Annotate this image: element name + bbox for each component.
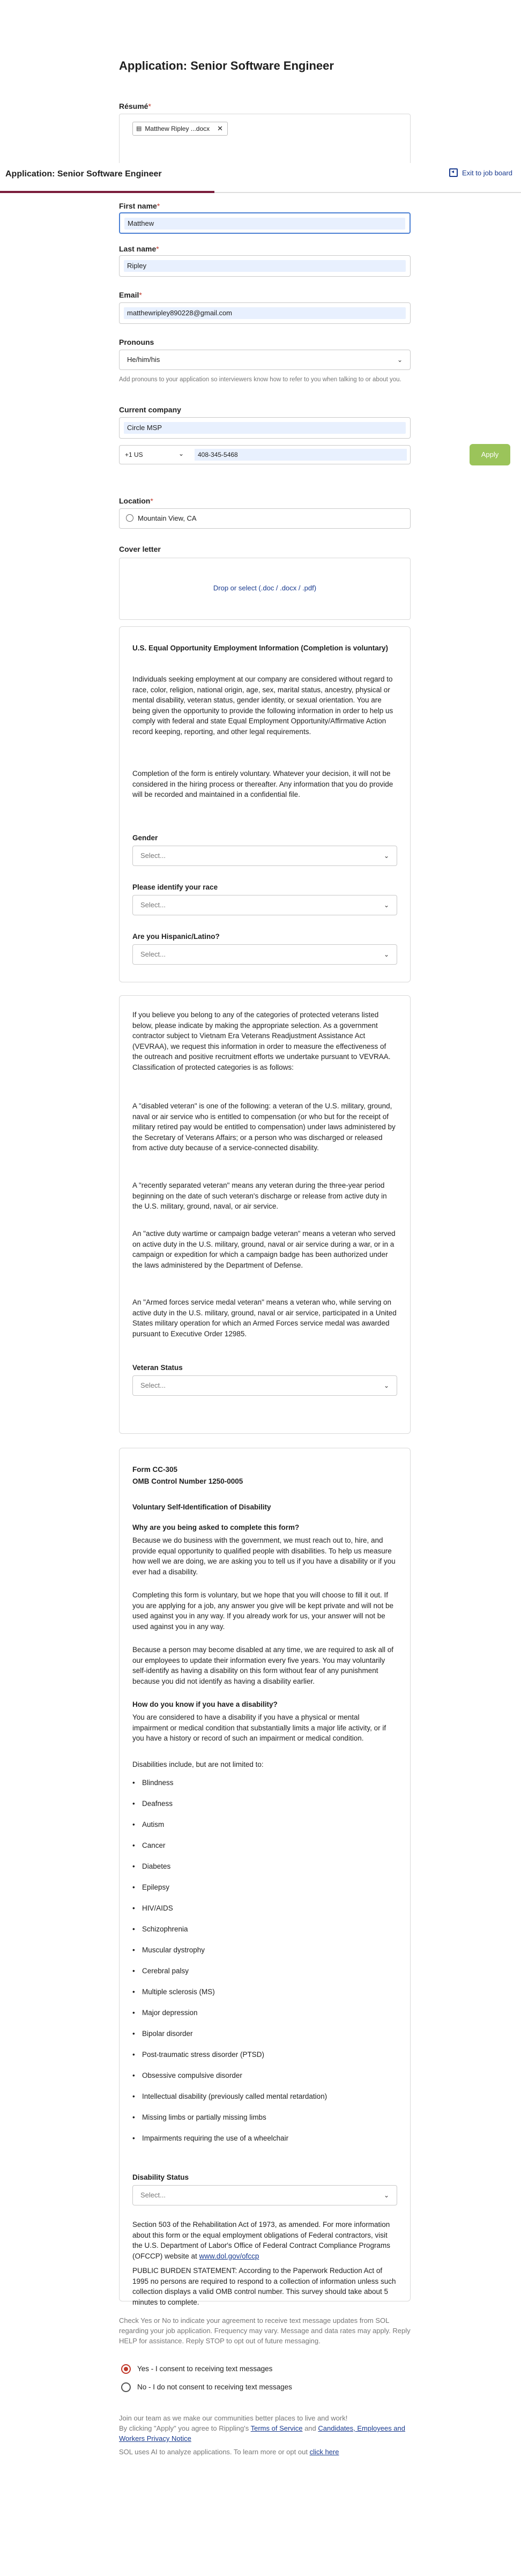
disability-list-item-label: Schizophrenia [142,1925,188,1933]
form-number: Form CC-305 [132,1465,178,1474]
pronouns-label: Pronouns [119,338,154,346]
disability-question-1: Why are you being asked to complete this form? [132,1523,300,1531]
disability-list-item-label: Blindness [142,1779,174,1787]
veteran-status-label: Veteran Status [132,1364,183,1372]
disability-list-item-label: Intellectual disability (previously called mental retardation) [142,2092,328,2100]
race-select[interactable]: Select... ⌄ [132,895,397,915]
disability-list-item-label: Diabetes [142,1862,171,1870]
location-label: Location* [119,497,153,505]
disability-title: Voluntary Self-Identification of Disability [132,1503,271,1511]
email-input[interactable]: matthewripley890228@gmail.com [119,302,411,324]
privacy-notice-link[interactable]: Candidates, Employees and Workers Privacy Notice [119,2424,405,2442]
disability-paragraph-3: Because a person may become disabled at any time, we are required to ask all of our employees to update their information every five years. You may voluntarily self-identify as having a disability on this form without fear of any punishment because you did not identify as having a disability earlier. [132,1646,394,1685]
phone-country-select[interactable]: +1 US [125,451,143,458]
footer [119,2413,411,2457]
page-title: Application: Senior Software Engineer [119,59,334,72]
disability-status-select[interactable]: Select... ⌄ [132,2185,397,2205]
disability-list-item-label: Multiple sclerosis (MS) [142,1988,215,1996]
exit-icon: ◂ [449,168,458,177]
chevron-down-icon: ⌄ [383,1382,389,1389]
ofccp-link[interactable]: www.dol.gov/ofccp [199,2252,259,2260]
phone-field[interactable] [119,445,411,464]
disability-list-item-label: Muscular dystrophy [142,1946,205,1954]
chevron-down-icon: ⌄ [178,450,184,457]
opt-out-link[interactable]: click here [309,2448,339,2456]
veteran-paragraph-3: A "recently separated veteran" means any veteran during the three-year period beginning on the date of such veteran's discharge or release from active duty in the U.S. military, ground, naval, or air service. [132,1181,387,1210]
veteran-paragraph-5: An "Armed forces service medal veteran" means a veteran who, while serving on active duty in the U.S. military, ground, naval or air service, participated in a United States military operation for which an Armed Forces service medal was awarded pursuant to Executive Order 12985. [132,1298,397,1338]
disability-list-item-label: Cancer [142,1841,166,1849]
footer-line-2: By clicking "Apply" you agree to Rippling's Terms of Service and Candidates, Employees and Workers Privacy Notice [119,2424,405,2442]
veteran-panel [119,995,411,1434]
disability-question-2: How do you know if you have a disability? [132,1700,278,1708]
sticky-header [0,163,521,193]
eeo-panel [119,626,411,982]
cover-letter-label: Cover letter [119,545,161,553]
chevron-down-icon: ⌄ [383,2192,389,2199]
last-name-input[interactable]: Ripley [119,255,411,277]
disability-list-item-label: Post-traumatic stress disorder (PTSD) [142,2051,265,2059]
disability-list-item-label: HIV/AIDS [142,1904,173,1912]
veteran-paragraph-4: An "active duty wartime or campaign badge veteran" means a veteran who served on active duty in the U.S. military, ground, naval or air service during a war, or in a campaign or expedition for which a campaign badge has been authorized under the laws administered by the Department of Defense. [132,1230,396,1269]
gender-label: Gender [132,834,158,842]
resume-label: Résumé* [119,102,151,110]
search-icon [126,514,133,522]
phone-input[interactable]: 408-345-5468 [195,449,407,461]
veteran-paragraph-1: If you believe you belong to any of the categories of protected veterans listed below, please indicate by making the appropriate selection. As a government contractor subject to Vietnam Era Veterans Readjustment Assistance Act (VEVRAA), we request this information in order to measure the effectiveness of the outreach and positive recruitment efforts we undertake pursuant to VEVRAA. Classification of protected categories is as follows: [132,1011,391,1071]
disability-list-item-label: Epilepsy [142,1883,170,1891]
disability-list-item-label: Major depression [142,2009,198,2017]
disability-list-item-label: Impairments requiring the use of a wheelchair [142,2134,289,2142]
current-company-label: Current company [119,405,181,414]
footer-line-1: Join our team as we make our communities better places to live and work! [119,2414,348,2422]
disability-paragraph-4: You are considered to have a disability if you have a physical or mental impairment or medical condition that substantially limits a major life activity, or if you have a history or record of such an impairment or medical condition. [132,1713,386,1742]
disability-paragraph-2: Completing this form is voluntary, but we hope that you will choose to fill it out. If you are applying for a job, any answer you give will be kept private and will not be used against you in any way. If you already work for us, your answer will not be used against you in any way. [132,1591,394,1631]
gender-select[interactable]: Select... ⌄ [132,846,397,866]
disability-list-item-label: Missing limbs or partially missing limbs [142,2113,266,2121]
radio-unselected[interactable] [121,2382,131,2392]
radio-selected[interactable] [121,2364,131,2374]
current-company-input[interactable]: Circle MSP [119,417,411,439]
apply-button[interactable]: Apply [470,444,510,465]
sms-no-option[interactable]: No - I do not consent to receiving text messages [119,2381,411,2395]
pronouns-select[interactable]: He/him/his ⌄ [119,350,411,370]
file-icon: ▤ [136,125,142,132]
sms-consent-text: Check Yes or No to indicate your agreement to receive text message updates from SOL regarding your job application. Frequency may vary. Message and data rates may apply. Reply HELP for assistance. Reply STOP to opt out of future messaging. [119,2316,411,2345]
veteran-paragraph-2: A "disabled veteran" is one of the following: a veteran of the U.S. military, ground, naval or air service who is entitled to compensation (or who but for the receipt of military retired pay would be entitled to compensation) under laws administered by the Secretary of Veterans Affairs; or a person who was discharged or released from active duty because of a service-connected disability. [132,1102,396,1152]
eeo-paragraph-1: Individuals seeking employment at our company are considered without regard to race, color, religion, national origin, age, sex, marital status, ancestry, physical or mental disability, veteran status, gender identity, or sexual orientation. You are being given the opportunity to provide the following information in order to help us comply with federal and state Equal Employment Opportunity/Affirmative Action record keeping, reporting, and other legal requirements. [132,675,393,736]
hispanic-select[interactable]: Select... ⌄ [132,944,397,965]
veteran-status-select[interactable]: Select... ⌄ [132,1375,397,1396]
first-name-label: First name* [119,202,160,210]
email-label: Email* [119,291,142,299]
chevron-down-icon: ⌄ [397,356,403,364]
last-name-label: Last name* [119,245,159,253]
disability-list-item-label: Autism [142,1820,165,1829]
eeo-title: U.S. Equal Opportunity Employment Information (Completion is voluntary) [132,644,389,652]
burden-statement: PUBLIC BURDEN STATEMENT: According to the Paperwork Reduction Act of 1995 no persons are required to respond to a collection of information unless such collection displays a valid OMB control number. This survey should take about 5 minutes to complete. [132,2267,396,2306]
disability-status-label: Disability Status [132,2173,189,2181]
hispanic-label: Are you Hispanic/Latino? [132,932,220,941]
sticky-title: Application: Senior Software Engineer [5,169,162,179]
cover-letter-dropzone[interactable]: Drop or select (.doc / .docx / .pdf) [119,558,411,620]
chevron-down-icon: ⌄ [383,901,389,909]
disability-list-item-label: Obsessive compulsive disorder [142,2071,242,2079]
chevron-down-icon: ⌄ [383,951,389,958]
resume-file-name: Matthew Ripley ...docx [145,125,210,132]
progress-accent-bar [0,191,214,193]
omb-number: OMB Control Number 1250-0005 [132,1477,243,1485]
footer-line-3: SOL uses AI to analyze applications. To learn more or opt out click here [119,2448,339,2456]
disability-list-item-label: Cerebral palsy [142,1967,189,1975]
exit-to-job-board-link[interactable]: ◂ Exit to job board [449,168,512,177]
resume-file-chip [132,122,228,136]
close-icon[interactable]: ✕ [217,124,224,132]
disability-paragraph-5: Disabilities include, but are not limited to: [132,1760,264,1768]
location-input[interactable]: Mountain View, CA [119,508,411,529]
terms-link[interactable]: Terms of Service [250,2424,303,2432]
sms-yes-option[interactable]: Yes - I consent to receiving text messages [119,2363,411,2377]
pronouns-hint: Add pronouns to your application so interviewers know how to refer to you when talking to or about you. [119,376,401,383]
disability-panel [119,1448,411,2306]
race-label: Please identify your race [132,883,218,891]
disability-list-item-label: Bipolar disorder [142,2030,193,2038]
disability-paragraph-6: Section 503 of the Rehabilitation Act of 1973, as amended. For more information about this form or the equal employment obligations of Federal contractors, visit the U.S. Department of Labor's Office of Federal Contract Compliance Programs (OFCCP) website at www.dol.gov/ofccp [132,2220,391,2260]
disability-list-item-label: Deafness [142,1800,173,1808]
chevron-down-icon: ⌄ [383,852,389,860]
first-name-input[interactable]: Matthew [119,212,411,234]
eeo-paragraph-2: Completion of the form is entirely voluntary. Whatever your decision, it will not be considered in the hiring process or thereafter. Any information that you do provide will be recorded and maintained in a confidential file. [132,769,393,798]
disability-paragraph-1: Because we do business with the government, we must reach out to, hire, and provide equal opportunity to qualified people with disabilities. To help us measure how well we are doing, we are asking you to tell us if you have a disability or if you ever had a disability. [132,1536,396,1576]
